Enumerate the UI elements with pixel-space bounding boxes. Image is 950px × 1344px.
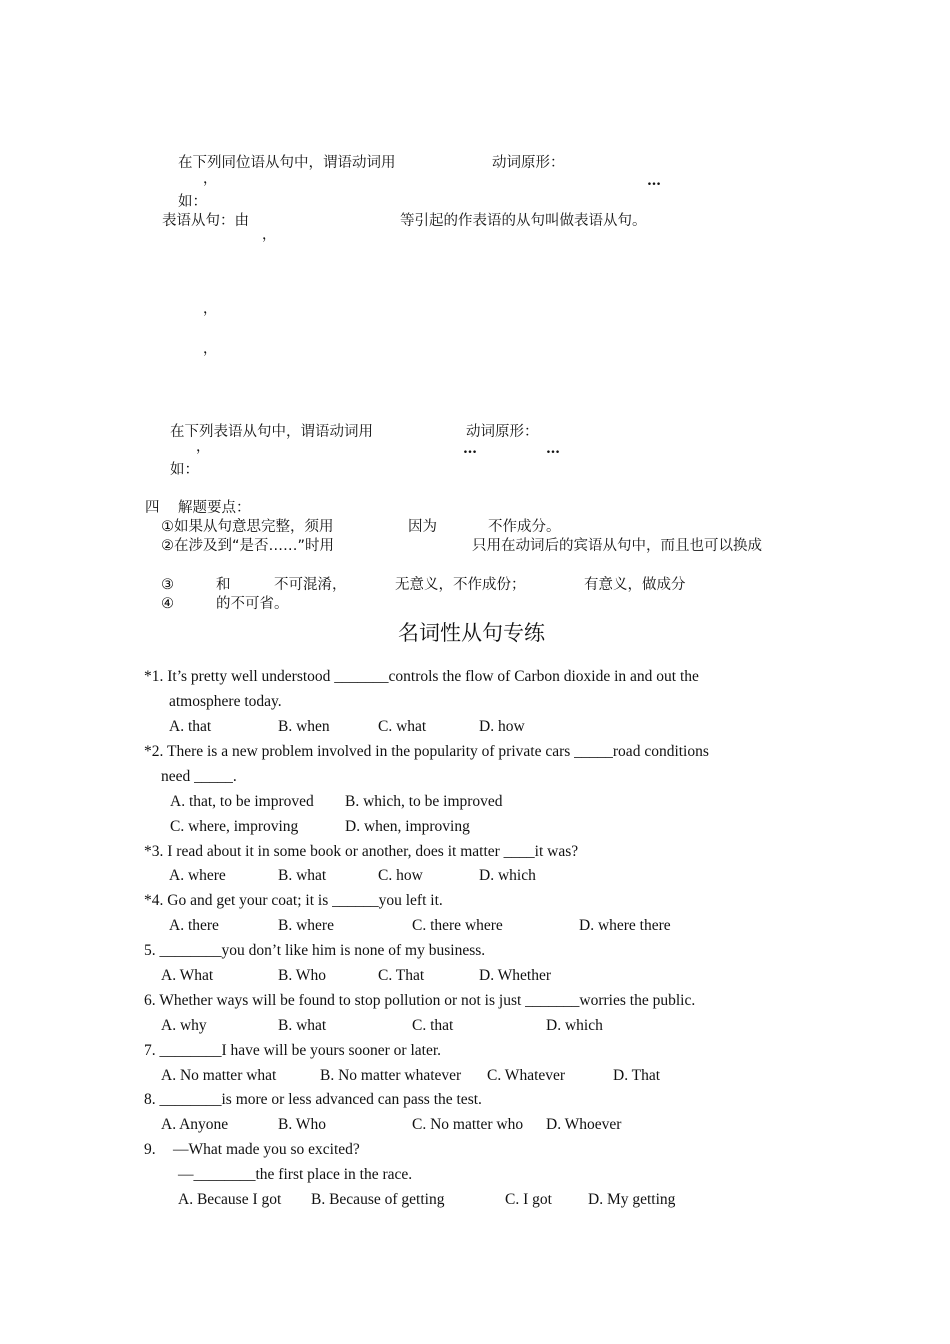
question-2-option-c: C. where, improving — [170, 818, 299, 835]
question-3-stem: *3. I read about it in some book or another, does it matter ____it was? — [144, 843, 579, 860]
tips-heading-number: 四 — [145, 500, 160, 516]
tip-2-part1: ②在涉及到“是否……”时用 — [161, 538, 335, 554]
stray-comma-2: ， — [203, 341, 217, 357]
question-2-stem-cont: need _____. — [161, 768, 237, 785]
question-6-option-c: C. that — [412, 1017, 454, 1034]
question-5-stem: 5. ________you don’t like him is none of my business. — [144, 942, 486, 959]
tip-1-part1: ①如果从句意思完整，须用 — [161, 519, 334, 535]
appositive-example-label: 如： — [178, 194, 207, 210]
question-7-option-d: D. That — [613, 1067, 661, 1084]
tip-3-number: ③ — [161, 577, 174, 593]
question-1-option-d: D. how — [479, 718, 525, 735]
tip-3-part1: 和 — [216, 577, 231, 593]
question-4-option-c: C. there where — [412, 917, 503, 934]
question-5-option-a: A. What — [161, 967, 214, 984]
question-1-option-a: A. that — [169, 718, 212, 735]
predicative-example-label: 如： — [170, 462, 199, 478]
question-4-stem: *4. Go and get your coat; it is ______you left it. — [144, 892, 443, 909]
question-9-stem-cont: —________the first place in the race. — [178, 1166, 413, 1183]
question-8-stem: 8. ________is more or less advanced can pass the test. — [144, 1091, 482, 1108]
question-6-option-d: D. which — [546, 1017, 603, 1034]
tip-4-part1: 的不可省。 — [216, 596, 289, 612]
tips-heading: 解题要点： — [178, 500, 251, 516]
question-5-option-d: D. Whether — [479, 967, 552, 984]
tip-3-part3: 无意义，不作成份； — [395, 577, 526, 593]
predicative-definition-comma: ， — [262, 227, 276, 243]
appositive-comma: ， — [203, 171, 217, 187]
question-9-option-d: D. My getting — [588, 1191, 676, 1208]
question-3-option-d: D. which — [479, 867, 536, 884]
question-4-option-b: B. where — [278, 917, 334, 934]
question-4-option-d: D. where there — [579, 917, 671, 934]
question-4-option-a: A. there — [169, 917, 219, 934]
question-6-option-b: B. what — [278, 1017, 327, 1034]
question-7-stem: 7. ________I have will be yours sooner or later. — [144, 1042, 442, 1059]
predicative-comma: ， — [196, 439, 210, 455]
question-1-option-c: C. what — [378, 718, 427, 735]
question-9-number: 9. — [144, 1141, 156, 1158]
question-3-option-c: C. how — [378, 867, 423, 884]
question-8-option-b: B. Who — [278, 1116, 326, 1133]
section-title: 名词性从句专练 — [398, 621, 545, 645]
question-2-option-d: D. when, improving — [345, 818, 470, 835]
question-7-option-b: B. No matter whatever — [320, 1067, 462, 1084]
question-9-option-b: B. Because of getting — [311, 1191, 445, 1208]
question-3-option-b: B. what — [278, 867, 327, 884]
question-9-option-a: A. Because I got — [178, 1191, 282, 1208]
question-6-option-a: A. why — [161, 1017, 207, 1034]
question-1-stem-cont: atmosphere today. — [169, 693, 282, 710]
question-1-stem: *1. It’s pretty well understood _______controls the flow of Carbon dioxide in and out the — [144, 668, 699, 685]
question-5-option-c: C. That — [378, 967, 425, 984]
predicative-definition-part1: 表语从句：由 — [162, 213, 249, 229]
question-8-option-c: C. No matter who — [412, 1116, 524, 1133]
question-1-option-b: B. when — [278, 718, 330, 735]
appositive-ellipsis: … — [647, 173, 662, 189]
question-9-option-c: C. I got — [505, 1191, 552, 1208]
question-7-option-a: A. No matter what — [161, 1067, 277, 1084]
question-5-option-b: B. Who — [278, 967, 326, 984]
stray-comma-1: ， — [203, 301, 217, 317]
tip-3-part4: 有意义，做成分 — [584, 577, 686, 593]
tip-4-number: ④ — [161, 596, 174, 612]
predicative-ellipsis-1: … — [463, 441, 478, 457]
question-3-option-a: A. where — [169, 867, 226, 884]
question-8-option-a: A. Anyone — [161, 1116, 229, 1133]
question-2-option-b: B. which, to be improved — [345, 793, 503, 810]
question-8-option-d: D. Whoever — [546, 1116, 622, 1133]
question-2-stem: *2. There is a new problem involved in the popularity of private cars _____road conditions — [144, 743, 709, 760]
predicative-line-part2: 动词原形： — [466, 424, 539, 440]
tip-1-part3: 不作成分。 — [488, 519, 561, 535]
question-6-stem: 6. Whether ways will be found to stop pollution or not is just _______worries the public. — [144, 992, 696, 1009]
question-2-option-a: A. that, to be improved — [170, 793, 314, 810]
question-7-option-c: C. Whatever — [487, 1067, 566, 1084]
tip-3-part2: 不可混淆， — [274, 577, 347, 593]
predicative-definition-part2: 等引起的作表语的从句叫做表语从句。 — [400, 213, 647, 229]
tip-2-part2: 只用在动词后的宾语从句中，而且也可以换成 — [472, 538, 762, 554]
question-9-stem: —What made you so excited? — [173, 1141, 360, 1158]
appositive-line1-part2: 动词原形： — [492, 155, 565, 171]
predicative-line-part1: 在下列表语从句中，谓语动词用 — [170, 424, 373, 440]
predicative-ellipsis-2: … — [546, 441, 561, 457]
appositive-line1-part1: 在下列同位语从句中，谓语动词用 — [178, 155, 396, 171]
tip-1-part2: 因为 — [408, 519, 437, 535]
